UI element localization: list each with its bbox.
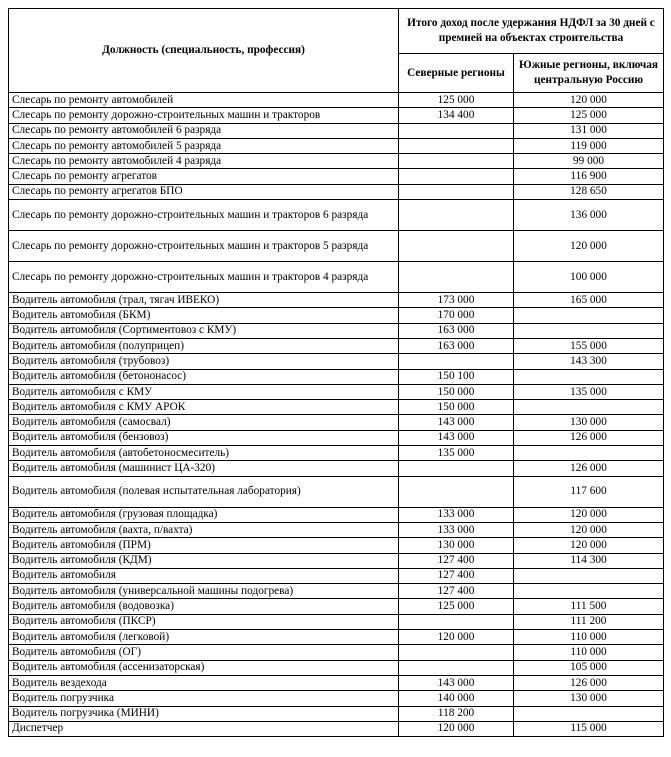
north-income-cell: 143 000	[399, 415, 514, 430]
position-cell: Слесарь по ремонту автомобилей	[9, 93, 399, 108]
south-income-cell: 100 000	[514, 262, 664, 293]
position-cell: Водитель автомобиля (полевая испытательная лаборатория)	[9, 476, 399, 507]
table-row	[9, 154, 664, 169]
south-income-cell: 126 000	[514, 430, 664, 445]
north-income-cell: 133 000	[399, 507, 514, 522]
position-cell: Водитель автомобиля (грузовая площадка)	[9, 507, 399, 522]
south-income-cell: 117 600	[514, 476, 664, 507]
table-row	[9, 721, 664, 736]
table-row	[9, 507, 664, 522]
position-cell: Водитель автомобиля (трал, тягач ИВЕКО)	[9, 293, 399, 308]
north-income-cell: 150 100	[399, 369, 514, 384]
table-row	[9, 691, 664, 706]
south-income-cell: 130 000	[514, 691, 664, 706]
north-income-cell: 127 400	[399, 553, 514, 568]
south-income-cell: 135 000	[514, 384, 664, 399]
table-row	[9, 169, 664, 184]
table-row	[9, 108, 664, 123]
north-income-cell	[399, 200, 514, 231]
north-income-cell: 173 000	[399, 293, 514, 308]
position-cell: Водитель автомобиля (легковой)	[9, 630, 399, 645]
position-cell: Слесарь по ремонту дорожно-строительных машин и тракторов	[9, 108, 399, 123]
south-income-cell: 111 200	[514, 614, 664, 629]
table-row	[9, 338, 664, 353]
north-income-cell	[399, 169, 514, 184]
position-cell: Водитель погрузчика (МИНИ)	[9, 706, 399, 721]
header-income: Итого доход после удержания НДФЛ за 30 дней с премией на объектах строительства	[399, 9, 664, 54]
table-row	[9, 415, 664, 430]
south-income-cell: 99 000	[514, 154, 664, 169]
table-row	[9, 476, 664, 507]
south-income-cell: 119 000	[514, 138, 664, 153]
position-cell: Водитель автомобиля (Сортиментовоз с КМУ)	[9, 323, 399, 338]
position-cell: Водитель автомобиля (универсальной машины подогрева)	[9, 584, 399, 599]
north-income-cell	[399, 154, 514, 169]
north-income-cell: 130 000	[399, 538, 514, 553]
south-income-cell	[514, 308, 664, 323]
table-row	[9, 568, 664, 583]
south-income-cell: 114 300	[514, 553, 664, 568]
south-income-cell: 128 650	[514, 184, 664, 199]
north-income-cell	[399, 645, 514, 660]
north-income-cell: 127 400	[399, 568, 514, 583]
table-row	[9, 262, 664, 293]
north-income-cell: 150 000	[399, 384, 514, 399]
table-row	[9, 614, 664, 629]
north-income-cell: 143 000	[399, 430, 514, 445]
table-row	[9, 384, 664, 399]
table-row	[9, 706, 664, 721]
position-cell: Слесарь по ремонту автомобилей 4 разряда	[9, 154, 399, 169]
table-row	[9, 599, 664, 614]
north-income-cell	[399, 614, 514, 629]
south-income-cell: 130 000	[514, 415, 664, 430]
north-income-cell: 163 000	[399, 323, 514, 338]
position-cell: Слесарь по ремонту дорожно-строительных машин и тракторов 6 разряда	[9, 200, 399, 231]
table-row	[9, 293, 664, 308]
position-cell: Слесарь по ремонту автомобилей 6 разряда	[9, 123, 399, 138]
position-cell: Слесарь по ремонту автомобилей 5 разряда	[9, 138, 399, 153]
table-row	[9, 231, 664, 262]
south-income-cell: 110 000	[514, 645, 664, 660]
south-income-cell	[514, 568, 664, 583]
table-row	[9, 538, 664, 553]
header-south: Южные регионы, включая центральную Россию	[514, 54, 664, 93]
south-income-cell: 120 000	[514, 522, 664, 537]
table-row	[9, 354, 664, 369]
south-income-cell: 120 000	[514, 231, 664, 262]
position-cell: Водитель автомобиля (ассенизаторская)	[9, 660, 399, 675]
table-row	[9, 522, 664, 537]
north-income-cell: 170 000	[399, 308, 514, 323]
position-cell: Водитель автомобиля (КДМ)	[9, 553, 399, 568]
position-cell: Водитель автомобиля (вахта, п/вахта)	[9, 522, 399, 537]
north-income-cell: 140 000	[399, 691, 514, 706]
table-body	[9, 93, 664, 737]
position-cell: Водитель автомобиля (водовозка)	[9, 599, 399, 614]
north-income-cell	[399, 231, 514, 262]
table-row	[9, 369, 664, 384]
position-cell: Водитель автомобиля (автобетоносмеситель)	[9, 446, 399, 461]
north-income-cell: 163 000	[399, 338, 514, 353]
north-income-cell: 125 000	[399, 599, 514, 614]
table-row	[9, 446, 664, 461]
position-cell: Водитель автомобиля (трубовоз)	[9, 354, 399, 369]
table-row	[9, 553, 664, 568]
table-row	[9, 461, 664, 476]
position-cell: Водитель автомобиля (БКМ)	[9, 308, 399, 323]
table-row	[9, 430, 664, 445]
position-cell: Водитель автомобиля (полуприцеп)	[9, 338, 399, 353]
position-cell: Водитель автомобиля (ОГ)	[9, 645, 399, 660]
south-income-cell	[514, 584, 664, 599]
position-cell: Водитель автомобиля с КМУ АРОК	[9, 400, 399, 415]
south-income-cell: 165 000	[514, 293, 664, 308]
north-income-cell: 135 000	[399, 446, 514, 461]
south-income-cell: 125 000	[514, 108, 664, 123]
position-cell: Слесарь по ремонту дорожно-строительных машин и тракторов 4 разряда	[9, 262, 399, 293]
table-row	[9, 645, 664, 660]
position-cell: Водитель автомобиля (самосвал)	[9, 415, 399, 430]
north-income-cell: 127 400	[399, 584, 514, 599]
south-income-cell	[514, 706, 664, 721]
table-row	[9, 123, 664, 138]
position-cell: Водитель автомобиля (бензовоз)	[9, 430, 399, 445]
south-income-cell: 111 500	[514, 599, 664, 614]
north-income-cell	[399, 123, 514, 138]
position-cell: Водитель автомобиля (ПРМ)	[9, 538, 399, 553]
table-row	[9, 200, 664, 231]
north-income-cell	[399, 184, 514, 199]
north-income-cell: 120 000	[399, 721, 514, 736]
north-income-cell: 143 000	[399, 675, 514, 690]
position-cell: Водитель погрузчика	[9, 691, 399, 706]
north-income-cell: 134 400	[399, 108, 514, 123]
south-income-cell	[514, 323, 664, 338]
salary-table	[8, 8, 664, 737]
south-income-cell	[514, 446, 664, 461]
position-cell: Слесарь по ремонту агрегатов БПО	[9, 184, 399, 199]
north-income-cell	[399, 354, 514, 369]
header-north: Северные регионы	[399, 54, 514, 93]
south-income-cell: 126 000	[514, 675, 664, 690]
position-cell: Слесарь по ремонту дорожно-строительных машин и тракторов 5 разряда	[9, 231, 399, 262]
south-income-cell: 120 000	[514, 507, 664, 522]
north-income-cell	[399, 660, 514, 675]
position-cell: Водитель вездехода	[9, 675, 399, 690]
south-income-cell: 143 300	[514, 354, 664, 369]
north-income-cell: 150 000	[399, 400, 514, 415]
table-row	[9, 184, 664, 199]
table-row	[9, 584, 664, 599]
north-income-cell	[399, 476, 514, 507]
position-cell: Водитель автомобиля (бетононасос)	[9, 369, 399, 384]
south-income-cell: 116 900	[514, 169, 664, 184]
north-income-cell	[399, 461, 514, 476]
table-row	[9, 308, 664, 323]
south-income-cell: 120 000	[514, 93, 664, 108]
header-position: Должность (специальность, профессия)	[9, 9, 399, 93]
position-cell: Водитель автомобиля	[9, 568, 399, 583]
position-cell: Водитель автомобиля с КМУ	[9, 384, 399, 399]
north-income-cell: 120 000	[399, 630, 514, 645]
south-income-cell	[514, 400, 664, 415]
north-income-cell: 133 000	[399, 522, 514, 537]
table-row	[9, 138, 664, 153]
south-income-cell: 155 000	[514, 338, 664, 353]
table-row	[9, 93, 664, 108]
south-income-cell: 136 000	[514, 200, 664, 231]
north-income-cell	[399, 262, 514, 293]
table-row	[9, 660, 664, 675]
position-cell: Водитель автомобиля (машинист ЦА-320)	[9, 461, 399, 476]
south-income-cell: 105 000	[514, 660, 664, 675]
position-cell: Слесарь по ремонту агрегатов	[9, 169, 399, 184]
table-row	[9, 323, 664, 338]
position-cell: Водитель автомобиля (ПКСР)	[9, 614, 399, 629]
south-income-cell: 115 000	[514, 721, 664, 736]
north-income-cell	[399, 138, 514, 153]
table-row	[9, 675, 664, 690]
south-income-cell: 126 000	[514, 461, 664, 476]
table-row	[9, 400, 664, 415]
table-row	[9, 630, 664, 645]
south-income-cell: 120 000	[514, 538, 664, 553]
south-income-cell	[514, 369, 664, 384]
south-income-cell: 110 000	[514, 630, 664, 645]
north-income-cell: 125 000	[399, 93, 514, 108]
north-income-cell: 118 200	[399, 706, 514, 721]
position-cell: Диспетчер	[9, 721, 399, 736]
south-income-cell: 131 000	[514, 123, 664, 138]
